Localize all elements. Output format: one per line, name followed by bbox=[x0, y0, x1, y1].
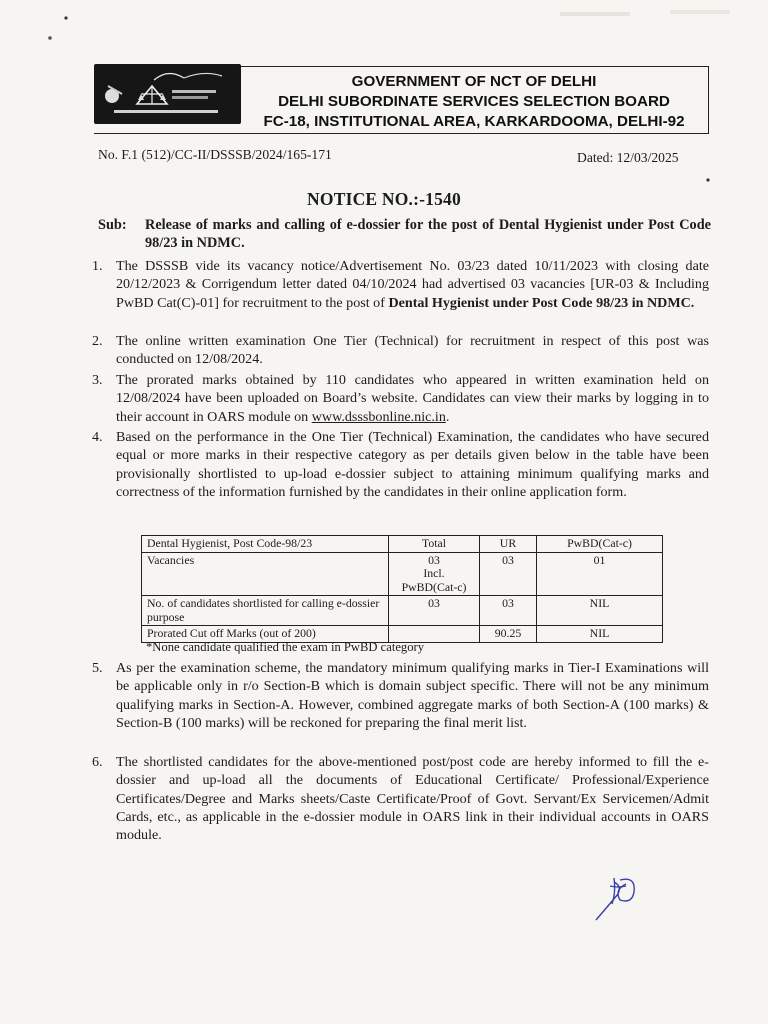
table-cell: No. of candidates shortlisted for calling e-dossier purpose bbox=[142, 596, 389, 626]
paragraph-text bbox=[116, 257, 709, 312]
table-row bbox=[142, 552, 663, 596]
paragraph-number: 5. bbox=[92, 660, 103, 676]
table-cell: NIL bbox=[537, 626, 663, 643]
paragraph-number: 6. bbox=[92, 754, 103, 770]
header-line-address: FC-18, INSTITUTIONAL AREA, KARKARDOOMA, DELHI-92 bbox=[263, 113, 685, 130]
table-header-cell: PwBD(Cat-c) bbox=[537, 536, 663, 553]
table-cell: 03 bbox=[480, 552, 537, 596]
table-cell: Prorated Cut off Marks (out of 200) bbox=[142, 626, 389, 643]
table-cell-line: 03 bbox=[428, 552, 440, 567]
shortlist-table bbox=[141, 535, 663, 643]
table-header-cell: UR bbox=[480, 536, 537, 553]
notice-date: Dated: 12/03/2025 bbox=[577, 150, 679, 165]
header-line-government: GOVERNMENT OF NCT OF DELHI bbox=[351, 73, 597, 90]
table-cell: 90.25 bbox=[480, 626, 537, 643]
ink-dot-icon bbox=[704, 176, 712, 184]
table-footnote: *None candidate qualified the exam in PwBD category bbox=[146, 640, 425, 654]
website-link[interactable]: www.dsssbonline.nic.in bbox=[311, 408, 446, 425]
paragraph-number: 4. bbox=[92, 429, 103, 445]
paragraph-text: The shortlisted candidates for the above-mentioned post/post code are hereby informed to fill the e-dossier and up-load all the documents of Educational Certificate/ Professional/Experience Certificates/Degree and Marks sheets/Caste Certificate/Proof of Govt. Servant/Ex Servicemen/Admit Cards, etc., as applicable in the e-dossier module in OARS link in their individual accounts in OARS module. bbox=[116, 754, 709, 844]
table-cell: 01 bbox=[537, 552, 663, 596]
paragraph-number: 2. bbox=[92, 333, 103, 349]
reference-number: No. F.1 (512)/CC-II/DSSSB/2024/165-171 bbox=[98, 147, 332, 162]
scan-artifact-icon bbox=[20, 14, 80, 44]
table-header-cell: Total bbox=[389, 536, 480, 553]
paragraph-text-bold: Dental Hygienist under Post Code 98/23 in NDMC. bbox=[388, 294, 695, 311]
table-cell: NIL bbox=[537, 596, 663, 626]
paragraph-text-part: The prorated marks obtained by 110 candidates who appeared in written examination held on 12/08/2024 have been uploaded on Board’s website. Candidates can view their marks by logging in to their account in OARS module on bbox=[116, 372, 709, 425]
header-title bbox=[244, 72, 704, 132]
paragraph-text: As per the examination scheme, the mandatory minimum qualifying marks in Tier-I Examinations will be applicable only in r/o Section-B which is domain subject specific. There will not be any minimum qualifying marks in Section-A. However, combined aggregate marks of both Section-A (100 marks) & Section-B (100 marks) will be reckoned for preparing the final merit list. bbox=[116, 660, 709, 731]
scan-artifact-icon bbox=[560, 6, 740, 26]
paragraph-text: Based on the performance in the One Tier (Technical) Examination, the candidates who have secured equal or more marks in their respective category as per details given below in the table have been provisionally shortlisted to up-load e-dossier subject to attaining minimum qualifying marks and correctness of the information furnished by the candidates in their online application form. bbox=[116, 429, 709, 500]
dsssb-emblem-icon bbox=[94, 64, 241, 124]
table-cell: 03 bbox=[480, 596, 537, 626]
paragraph-text bbox=[116, 371, 709, 426]
table-header-cell: Dental Hygienist, Post Code-98/23 bbox=[142, 536, 389, 553]
paragraph-number: 3. bbox=[92, 372, 103, 388]
paragraph-text-part: The DSSSB vide its vacancy notice/Advertisement No. 03/23 dated 10/11/2023 with closing date 20/12/2023 & Corrigendum letter dated 04/10/2024 had advertised 03 vacancies [UR-03 & Including PwBD Cat(C)-01] for recruitment to the post of bbox=[116, 258, 709, 311]
header-line-board: DELHI SUBORDINATE SERVICES SELECTION BOARD bbox=[278, 93, 670, 110]
table-cell-line: PwBD(Cat-c) bbox=[401, 579, 467, 594]
table-cell: 03 bbox=[389, 596, 480, 626]
table-header-row bbox=[142, 536, 663, 553]
table-row bbox=[142, 596, 663, 626]
subject-text: Release of marks and calling of e-dossier for the post of Dental Hygienist under Post Code 98/23 in NDMC. bbox=[145, 217, 711, 251]
paragraph-text-part: . bbox=[445, 408, 450, 425]
notice-title: NOTICE NO.:-1540 bbox=[307, 189, 461, 209]
table-cell-line: Incl. bbox=[423, 566, 445, 580]
handwritten-signature-icon bbox=[592, 870, 652, 926]
paragraph-number: 1. bbox=[92, 258, 103, 274]
table-cell bbox=[389, 552, 480, 596]
paragraph-text: The online written examination One Tier (Technical) for recruitment in respect of this post was conducted on 12/08/2024. bbox=[116, 333, 709, 368]
table-cell: Vacancies bbox=[142, 552, 389, 596]
subject-label: Sub: bbox=[98, 217, 127, 233]
